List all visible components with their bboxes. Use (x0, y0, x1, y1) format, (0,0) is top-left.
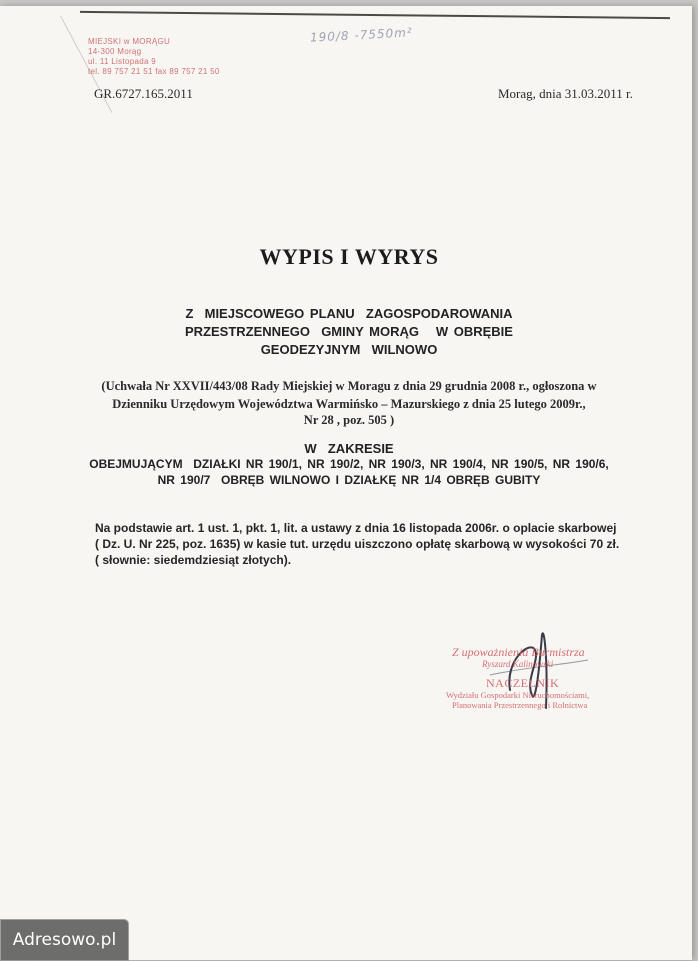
stamp-line: tel. 89 757 21 51 fax 89 757 21 50 (88, 67, 220, 76)
scope-line: OBEJMUJĄCYM DZIAŁKI NR 190/1, NR 190/2, NR 190/3, NR 190/4, NR 190/5, NR 190/6, (89, 457, 609, 471)
stamp-line: ul. 11 Listopada 9 (88, 57, 156, 66)
fee-line: ( słownie: siedemdziesiąt złotych). (95, 553, 292, 567)
stamp-line: 14-300 Morąg (88, 47, 142, 56)
fee-line: ( Dz. U. Nr 225, poz. 1635) w kasie tut. urzędu uiszczono opłatę skarbową w wysokości 70 zł. (95, 537, 620, 551)
subtitle-line: Z MIEJSCOWEGO PLANU ZAGOSPODAROWANIA (185, 306, 513, 321)
scope-heading: W ZAKRESIE (304, 441, 394, 456)
subtitle-line: PRZESTRZENNEGO GMINY MORĄG W OBRĘBIE (185, 324, 513, 339)
stamp-line: MIEJSKI w MORĄGU (88, 37, 171, 46)
place-and-date: Morag, dnia 31.03.2011 r. (498, 86, 633, 101)
handwritten-note: 190/8 -7550m² (309, 25, 414, 45)
legal-basis-line: (Uchwała Nr XXVII/443/08 Rady Miejskiej w Moragu z dnia 29 grudnia 2008 r., ogłoszona w (101, 379, 597, 393)
office-stamp (88, 37, 238, 77)
fee-line: Na podstawie art. 1 ust. 1, pkt. 1, lit. a ustawy z dnia 16 listopada 2006r. o oplacie skarbowej (95, 521, 617, 535)
legal-basis-line: Dzienniku Urzędowym Województwa Warmińsko – Mazurskiego z dnia 25 lutego 2009r., (112, 397, 586, 411)
page-edge-line (80, 11, 670, 19)
signature-stamp-authority: Z upoważnienia Burmistrza (452, 645, 585, 659)
signature-stamp-department: Wydziału Gospodarki Nieruchomościami, (446, 690, 590, 700)
signature-stamp-department: Planowania Przestrzennego i Rolnictwa (452, 700, 588, 710)
legal-basis-line: Nr 28 , poz. 505 ) (303, 413, 395, 427)
subtitle-line: GEODEZYJNYM WILNOWO (260, 342, 438, 357)
document-title: WYPIS I WYRYS (259, 244, 439, 269)
scope-line: NR 190/7 OBRĘB WILNOWO I DZIAŁKĘ NR 1/4 OBRĘB GUBITY (157, 473, 541, 487)
signature-stamp-name: Ryszard Kalinowski (482, 659, 554, 669)
reference-number: GR.6727.165.2011 (94, 86, 193, 101)
signature-stamp-position: NACZELNIK (486, 676, 560, 690)
site-watermark-badge[interactable]: Adresowo.pl (0, 919, 129, 961)
